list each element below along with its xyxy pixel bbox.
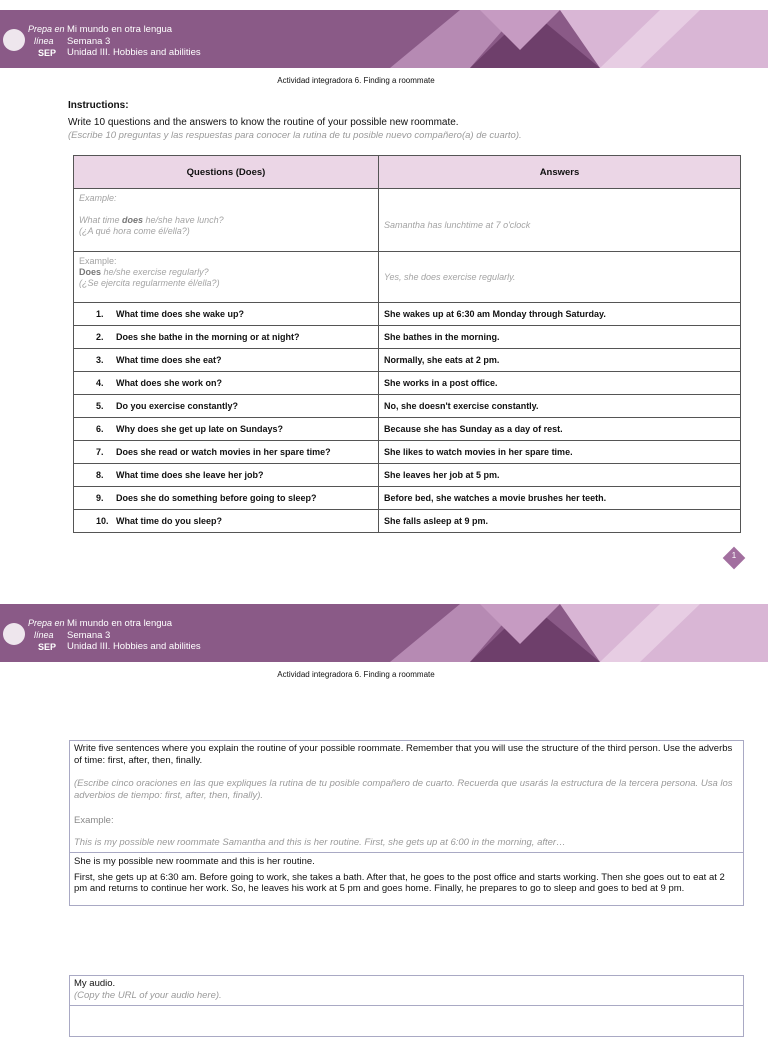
question-cell xyxy=(74,441,379,464)
question-cell xyxy=(74,464,379,487)
audio-box xyxy=(69,975,744,1037)
example1-q-es: (¿A qué hora come él/ella?) xyxy=(79,226,190,236)
activity-title: Actividad integradora 6. Finding a roommate xyxy=(277,670,435,679)
answer-cell: Normally, she eats at 2 pm. xyxy=(379,349,741,372)
prepa-en-linea-logo xyxy=(0,18,70,62)
question-text: What time does she eat? xyxy=(116,355,222,365)
table-row xyxy=(74,487,741,510)
example2-q-post: he/she exercise regularly? xyxy=(101,267,209,277)
writing-prompt: Write five sentences where you explain the routine of your possible roommate. Remember that you will use the structure of the third person. Use the adverbs of time: first, after, then, finally. xyxy=(74,743,733,766)
audio-url-field[interactable] xyxy=(70,1006,743,1030)
example2-answer: Yes, she does exercise regularly. xyxy=(379,252,741,303)
answers-header: Answers xyxy=(379,156,741,189)
answer-cell: She bathes in the morning. xyxy=(379,326,741,349)
audio-hint: (Copy the URL of your audio here). xyxy=(74,989,222,1001)
question-text: Do you exercise constantly? xyxy=(116,401,239,411)
svg-text:Prepa en: Prepa en xyxy=(28,24,65,34)
box-divider xyxy=(70,852,743,853)
question-number: 7. xyxy=(96,447,104,457)
question-cell xyxy=(74,418,379,441)
example-row-1 xyxy=(74,189,741,252)
example-row-2 xyxy=(74,252,741,303)
instructions-text-es: (Escribe 10 preguntas y las respuestas para conocer la rutina de tu posible nuevo compañero(a) de cuarto). xyxy=(68,130,522,141)
answer-cell: She likes to watch movies in her spare time. xyxy=(379,441,741,464)
example2-q-bold: Does xyxy=(79,267,102,277)
answer-cell: Before bed, she watches a movie brushes her teeth. xyxy=(379,487,741,510)
table-row xyxy=(74,326,741,349)
course-name: Mi mundo en otra lengua xyxy=(67,24,173,35)
instructions-title: Instructions: xyxy=(68,100,129,111)
example-label: Example: xyxy=(74,815,114,826)
question-text: Does she read or watch movies in her spare time? xyxy=(116,447,331,457)
table-row xyxy=(74,395,741,418)
routine-writing-box xyxy=(69,740,744,906)
question-text: Why does she get up late on Sundays? xyxy=(116,424,284,434)
example2-question xyxy=(74,252,379,303)
page2-header-banner xyxy=(0,604,768,662)
example1-answer: Samantha has lunchtime at 7 o'clock xyxy=(379,189,741,252)
example1-q-pre: What time xyxy=(79,215,123,225)
page1-header-banner xyxy=(0,10,768,68)
example1-question xyxy=(74,189,379,252)
writing-prompt-es: (Escribe cinco oraciones en las que expliques la rutina de tu posible compañero de cuarto. Recuerda que usarás la estructura de la tercera persona. Usa los adverbios de tiempo: first, after, then, finally). xyxy=(74,778,733,801)
question-text: Does she do something before going to sleep? xyxy=(116,493,317,503)
question-cell xyxy=(74,395,379,418)
table-row xyxy=(74,441,741,464)
course-info xyxy=(67,618,201,653)
instructions-text: Write 10 questions and the answers to know the routine of your possible new roommate. xyxy=(68,117,459,128)
question-number: 6. xyxy=(96,424,104,434)
example1-q-bold: does xyxy=(122,215,144,225)
question-cell xyxy=(74,510,379,533)
answer-cell: She falls asleep at 9 pm. xyxy=(379,510,741,533)
table-row xyxy=(74,349,741,372)
answer-cell: She works in a post office. xyxy=(379,372,741,395)
course-name: Mi mundo en otra lengua xyxy=(67,618,173,629)
svg-text:línea: línea xyxy=(34,36,54,46)
svg-text:Prepa en: Prepa en xyxy=(28,618,65,628)
answer-cell: She leaves her job at 5 pm. xyxy=(379,464,741,487)
course-info xyxy=(67,24,201,59)
prepa-en-linea-logo xyxy=(0,612,70,656)
question-number: 5. xyxy=(96,401,104,411)
answer-cell: No, she doesn't exercise constantly. xyxy=(379,395,741,418)
week-label: Semana 3 xyxy=(67,35,111,47)
unit-label: Unidad III. Hobbies and abilities xyxy=(67,47,201,58)
question-cell xyxy=(74,487,379,510)
answer-intro[interactable]: She is my possible new roommate and this is her routine. xyxy=(74,856,315,867)
audio-label: My audio. xyxy=(74,978,116,989)
example1-label: Example: xyxy=(79,193,117,203)
question-text: What time do you sleep? xyxy=(116,516,223,526)
table-row xyxy=(74,510,741,533)
table-header-row xyxy=(74,156,741,189)
page-number: 1 xyxy=(731,551,737,560)
question-number: 1. xyxy=(96,309,104,319)
question-number: 2. xyxy=(96,332,104,342)
unit-label: Unidad III. Hobbies and abilities xyxy=(67,641,201,652)
example-text: This is my possible new roommate Samantha and this is her routine. First, she gets up at 6:00 in the morning, after… xyxy=(74,836,566,848)
question-text: What time does she wake up? xyxy=(116,309,245,319)
svg-text:línea: línea xyxy=(34,630,54,640)
week-label: Semana 3 xyxy=(67,629,111,641)
table-row xyxy=(74,303,741,326)
question-cell xyxy=(74,326,379,349)
example2-q-es: (¿Se ejercita regularmente él/ella?) xyxy=(79,278,220,288)
questions-header: Questions (Does) xyxy=(74,156,379,189)
question-text: What time does she leave her job? xyxy=(116,470,264,480)
example1-q-post: he/she have lunch? xyxy=(143,215,224,225)
question-cell xyxy=(74,372,379,395)
question-text: Does she bathe in the morning or at night? xyxy=(116,332,300,342)
question-cell xyxy=(74,349,379,372)
table-row xyxy=(74,464,741,487)
answer-paragraph[interactable]: First, she gets up at 6:30 am. Before going to work, she takes a bath. After that, he goes to the post office and starts working. Then she goes out to eat at 2 pm and returns to continue her work. So, he leaves his work at 5 pm and goes home. Finally, he prepares to go to sleep and goes to bed at 9 pm. xyxy=(74,871,725,894)
table-row xyxy=(74,372,741,395)
example2-label: Example: xyxy=(79,256,117,266)
questions-answers-table xyxy=(73,155,741,533)
question-text: What does she work on? xyxy=(116,378,223,388)
question-number: 8. xyxy=(96,470,104,480)
activity-title: Actividad integradora 6. Finding a roommate xyxy=(277,76,435,85)
svg-text:SEP: SEP xyxy=(38,642,57,652)
answer-cell: She wakes up at 6:30 am Monday through Saturday. xyxy=(379,303,741,326)
table-row xyxy=(74,418,741,441)
question-number: 3. xyxy=(96,355,104,365)
question-cell xyxy=(74,303,379,326)
svg-text:SEP: SEP xyxy=(38,48,57,58)
question-number: 9. xyxy=(96,493,104,503)
question-number: 10. xyxy=(96,516,109,526)
answer-cell: Because she has Sunday as a day of rest. xyxy=(379,418,741,441)
question-number: 4. xyxy=(96,378,104,388)
